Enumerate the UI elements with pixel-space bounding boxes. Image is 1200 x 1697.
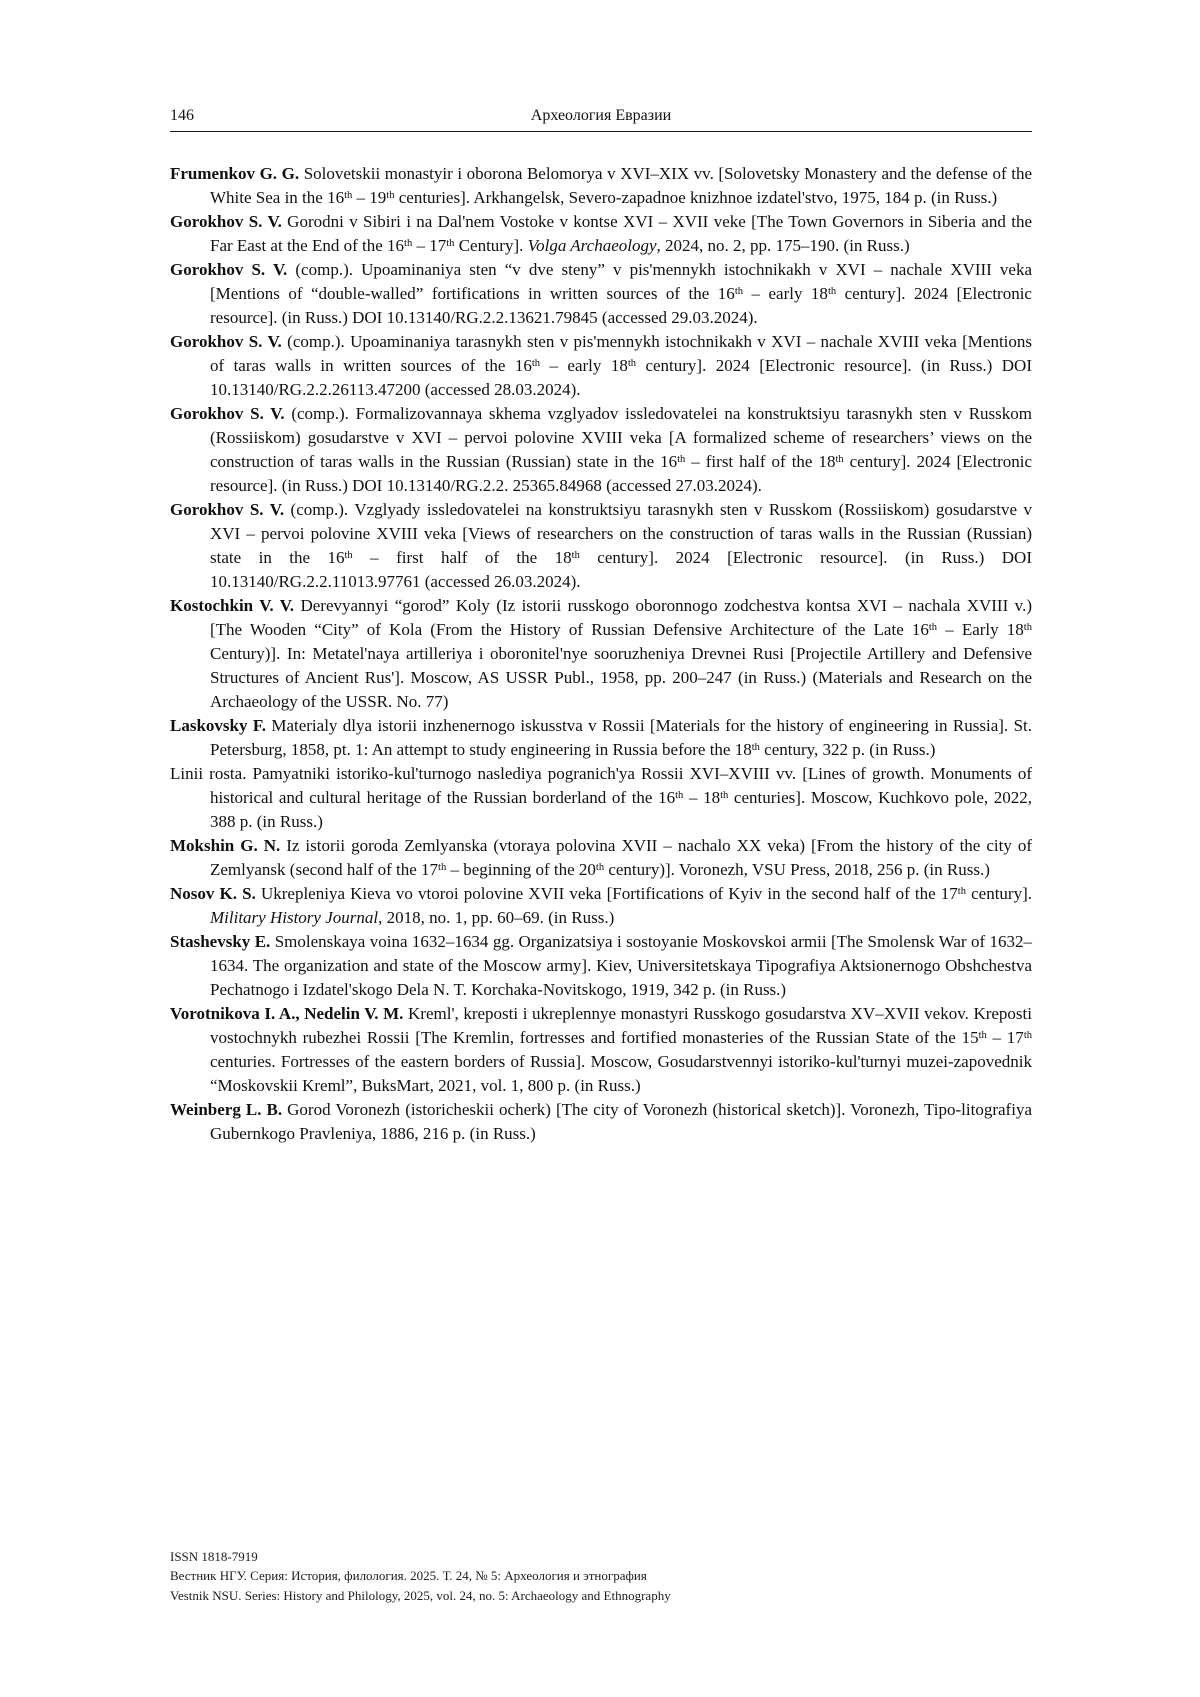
reference-author: Gorokhov S. V.	[170, 260, 288, 279]
reference-author: Kostochkin V. V.	[170, 596, 295, 615]
footer-journal-ru: Вестник НГУ. Серия: История, филология. 2025. Т. 24, № 5: Археология и этнография	[170, 1568, 647, 1583]
reference-item	[170, 882, 1032, 930]
reference-item	[170, 762, 1032, 834]
ordinal-suffix: th	[734, 286, 744, 298]
reference-text: Ukrepleniya Kieva vo vtoroi polovine XVII veka [Fortifications of Kyiv in the second half of the 17	[255, 884, 958, 903]
reference-item	[170, 834, 1032, 882]
reference-text: century]. 2024 [Electronic resource]. (in Russ.) DOI 10.13140/RG.2.2. 25365.84968 (accessed 27.03.2024).	[210, 452, 1032, 495]
ordinal-suffix: th	[404, 238, 413, 250]
reference-text: – first half of the 18	[685, 452, 836, 471]
reference-text: century]. 2024 [Electronic resource]. (in Russ.) DOI 10.13140/RG.2.2.26113.47200 (accessed 28.03.2024).	[210, 356, 1032, 399]
reference-text: – first half of the 18	[352, 548, 572, 567]
reference-author: Nosov K. S.	[170, 884, 256, 903]
reference-item	[170, 330, 1032, 402]
reference-author: Gorokhov S. V.	[170, 500, 285, 519]
reference-text: century)]. Voronezh, VSU Press, 2018, 256 p. (in Russ.)	[604, 860, 990, 879]
ordinal-suffix: th	[827, 286, 837, 298]
reference-author: Laskovsky F.	[170, 716, 266, 735]
reference-text: Gorod Voronezh (istoricheskii ocherk) [The city of Voronezh (historical sketch)]. Voronezh, Tipo-litografiya Gubernkogo Pravleniya, 1886, 216 p. (in Russ.)	[210, 1100, 1032, 1143]
reference-text: century]. 2024 [Electronic resource]. (in Russ.) DOI 10.13140/RG.2.2.11013.97761 (accessed 26.03.2024).	[210, 548, 1032, 591]
ordinal-suffix: th	[571, 550, 580, 562]
reference-text: centuries]. Moscow, Kuchkovo pole, 2022, 388 p. (in Russ.)	[210, 788, 1033, 831]
reference-text: , 2018, no. 1, pp. 60–69. (in Russ.)	[378, 908, 615, 927]
reference-author: Weinberg L. B.	[170, 1100, 283, 1119]
ordinal-suffix: th	[627, 358, 637, 370]
reference-text: Materialy dlya istorii inzhenernogo iskusstva v Rossii [Materials for the history of engineering in Russia]. St. Petersburg, 1858, pt. 1: An attempt to study engineering in Russia before the 18	[210, 716, 1032, 759]
ordinal-suffix: th	[344, 550, 353, 562]
page-number: 146	[170, 107, 194, 124]
reference-text: – early 18	[540, 356, 628, 375]
ordinal-suffix: th	[720, 790, 729, 802]
reference-text: – early 18	[743, 284, 828, 303]
ordinal-suffix: th	[675, 790, 684, 802]
ordinal-suffix: th	[957, 886, 966, 898]
footer-issn: ISSN 1818-7919	[170, 1548, 258, 1564]
reference-text: century]. 2024 [Electronic resource]. (in Russ.) DOI 10.13140/RG.2.2.13621.79845 (accessed 29.03.2024).	[210, 284, 1032, 327]
reference-item	[170, 162, 1032, 210]
reference-text: – 17	[412, 236, 447, 255]
ordinal-suffix: th	[928, 622, 938, 634]
reference-text: (comp.). Vzglyady issledovatelei na konstruktsiyu tarasnykh sten v Russkom (Rossiiskom) gosudarstve v XVI – pervoi polovine XVIII veka [Views of researchers on the construction of taras walls in the Russian (Russian) state in the 16	[210, 500, 1033, 567]
reference-text: – beginning of the 20	[446, 860, 596, 879]
reference-author: Gorokhov S. V.	[170, 404, 285, 423]
reference-text: centuries. Fortresses of the eastern borders of Russia]. Moscow, Gosudarstvennyi istoriko-kul'turnyi muzei-zapovednik “Moskovskii Kreml”, BuksMart, 2021, vol. 1, 800 p. (in Russ.)	[210, 1052, 1032, 1095]
reference-text: Iz istorii goroda Zemlyanska (vtoraya polovina XVII – nachalo XX veka) [From the history of the city of Zemlyansk (second half of the 17	[210, 836, 1032, 879]
reference-text: Gorodni v Sibiri i na Dal'nem Vostoke v kontse XVI – XVII veke [The Town Governors in Siberia and the Far East at the End of the 16	[210, 212, 1033, 255]
reference-author: Vorotnikova I. A., Nedelin V. M.	[170, 1004, 404, 1023]
running-title: Археология Евразии	[530, 107, 672, 124]
ordinal-suffix: th	[1023, 622, 1032, 634]
reference-text: century].	[965, 884, 1033, 903]
reference-text: (comp.). Upoaminaniya tarasnykh sten v pis'mennykh istochnikakh v XVI – nachale XVIII veka [Mentions of taras walls in written sources of the 16	[210, 332, 1033, 375]
reference-author: Gorokhov S. V.	[170, 212, 282, 231]
journal-title: Volga Archaeology	[527, 236, 657, 255]
reference-text: – 17	[986, 1028, 1024, 1047]
reference-item	[170, 210, 1032, 258]
reference-text: centuries]. Arkhangelsk, Severo-zapadnoe knizhnoe izdatel'stvo, 1975, 184 p. (in Russ.)	[394, 188, 998, 207]
reference-item	[170, 1002, 1032, 1098]
ordinal-suffix: th	[531, 358, 541, 370]
ordinal-suffix: th	[595, 862, 605, 874]
reference-text: (comp.). Upoaminaniya sten “v dve steny” v pis'mennykh istochnikakh v XVI – nachale XVIII veka [Mentions of “double-walled” fortifications in written sources of the 16	[210, 260, 1033, 303]
reference-author: Mokshin G. N.	[170, 836, 281, 855]
ordinal-suffix: th	[677, 454, 686, 466]
ordinal-suffix: th	[344, 190, 353, 202]
reference-item	[170, 594, 1032, 714]
reference-text: Century].	[454, 236, 528, 255]
reference-author: Stashevsky E.	[170, 932, 271, 951]
reference-item	[170, 498, 1032, 594]
page-footer	[170, 1547, 1032, 1606]
reference-text: , 2024, no. 2, pp. 175–190. (in Russ.)	[656, 236, 910, 255]
reference-text: Smolenskaya voina 1632–1634 gg. Organizatsiya i sostoyanie Moskovskoi armii [The Smolensk War of 1632–1634. The organization and state of the Moscow army]. Kiev, Universitetskaya Tipografiya Aktsionernogo Obshchestva Pechatnogo i Izdatel'skogo Dela N. T. Korchaka-Novitskogo, 1919, 342 p. (in Russ.)	[210, 932, 1033, 999]
ordinal-suffix: th	[1023, 1030, 1033, 1042]
reference-text: Linii rosta. Pamyatniki istoriko-kul'turnogo naslediya pogranich'ya Rossii XVI–XVIII vv. [Lines of growth. Monuments of historical and cultural heritage of the Russian borderland of the 16	[170, 764, 1032, 807]
running-header	[170, 106, 1032, 132]
reference-item	[170, 402, 1032, 498]
ordinal-suffix: th	[446, 238, 455, 250]
reference-author: Frumenkov G. G.	[170, 164, 300, 183]
reference-item	[170, 930, 1032, 1002]
reference-author: Gorokhov S. V.	[170, 332, 282, 351]
reference-text: (comp.). Formalizovannaya skhema vzglyadov issledovatelei na konstruktsiyu tarasnykh sten v Russkom (Rossiiskom) gosudarstve v XVI – pervoi polovine XVIII veka [A formalized scheme of researchers’ views on the construction of taras walls in the Russian (Russian) state in the 16	[210, 404, 1032, 471]
reference-text: Solovetskii monastyir i oborona Belomorya v XVI–XIX vv. [Solovetsky Monastery and the defense of the White Sea in the 16	[210, 164, 1032, 207]
references-list	[170, 162, 1032, 1146]
reference-item	[170, 1098, 1032, 1146]
footer-journal-en: Vestnik NSU. Series: History and Philology, 2025, vol. 24, no. 5: Archaeology and Ethnography	[170, 1587, 671, 1603]
reference-text: Century)]. In: Metatel'naya artilleriya i oboronitel'nye sooruzheniya Drevnei Rusi [Projectile Artillery and Defensive Structures of Ancient Rus']. Moscow, AS USSR Publ., 1958, pp. 200–247 (in Russ.) (Materials and Research on the Archaeology of the USSR. No. 77)	[210, 644, 1032, 711]
page-content	[170, 106, 1032, 1146]
reference-text: – Early 18	[937, 620, 1024, 639]
ordinal-suffix: th	[978, 1030, 987, 1042]
reference-item	[170, 258, 1032, 330]
ordinal-suffix: th	[835, 454, 844, 466]
reference-text: Derevyannyi “gorod” Koly (Iz istorii russkogo oboronnogo zodchestva kontsa XVI – nachala XVIII v.) [The Wooden “City” of Kola (From the History of Russian Defensive Architecture of the Late 16	[210, 596, 1032, 639]
reference-text: Kreml', kreposti i ukreplennye monastyri Russkogo gosudarstva XV–XVII vekov. Kreposti vostochnykh rubezhei Rossii [The Kremlin, fortresses and fortified monasteries of the Russian State of the 15	[210, 1004, 1032, 1047]
reference-text: – 18	[683, 788, 721, 807]
ordinal-suffix: th	[386, 190, 395, 202]
reference-text: century, 322 p. (in Russ.)	[759, 740, 936, 759]
ordinal-suffix: th	[438, 862, 447, 874]
ordinal-suffix: th	[751, 742, 760, 754]
journal-title: Military History Journal	[210, 908, 379, 927]
reference-text: – 19	[352, 188, 387, 207]
reference-item	[170, 714, 1032, 762]
